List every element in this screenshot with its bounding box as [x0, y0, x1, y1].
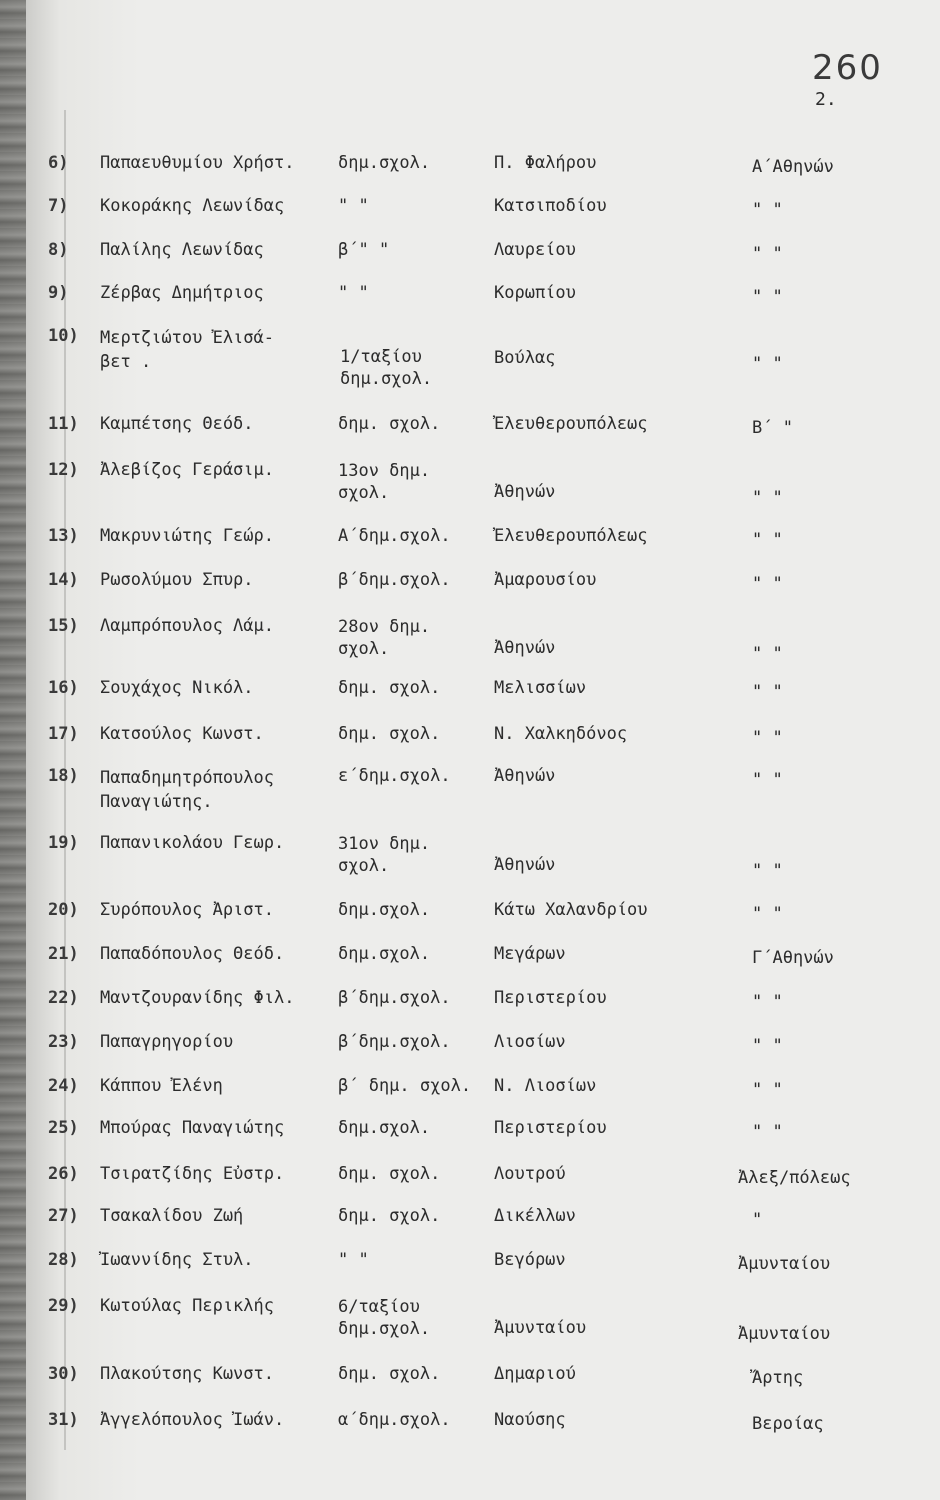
teacher-name: Λαμπρόπουλος Λάμ. — [100, 616, 274, 636]
education-district: " " — [752, 574, 783, 594]
education-district: Ἄρτης — [752, 1368, 804, 1388]
row-number: 24) — [48, 1076, 79, 1096]
school-location: Ν. Χαλκηδόνος — [494, 724, 628, 744]
handwritten-page-number: 260 — [812, 48, 883, 88]
school-location: Βούλας — [494, 348, 556, 368]
teacher-name: Σουχάχος Νικόλ. — [100, 678, 254, 698]
row-number: 18) — [48, 766, 79, 786]
school-type: " " — [338, 196, 369, 216]
teacher-name: Παπανικολάου Γεωρ. — [100, 833, 285, 853]
school-location: Κάτω Χαλανδρίου — [494, 900, 648, 920]
teacher-name: Συρόπουλος Ἀριστ. — [100, 900, 274, 920]
teacher-name: Τσακαλίδου Ζωή — [100, 1206, 244, 1226]
school-type: 28ον δημ. σχολ. — [338, 617, 431, 659]
education-district: " " — [752, 530, 783, 550]
school-type: " " — [338, 283, 369, 303]
education-district: Ἀμυνταίου — [738, 1324, 831, 1344]
row-number: 29) — [48, 1296, 79, 1316]
education-district: " " — [752, 644, 783, 664]
teacher-name: Μπούρας Παναγιώτης — [100, 1118, 285, 1138]
row-number: 22) — [48, 988, 79, 1008]
row-number: 19) — [48, 833, 79, 853]
education-district: " " — [752, 770, 783, 790]
school-type: 6/ταξίου δημ.σχολ. — [338, 1297, 431, 1339]
school-type: 1/ταξίου δημ.σχολ. — [340, 347, 433, 389]
school-location: Κατσιποδίου — [494, 196, 607, 216]
school-location: Κορωπίου — [494, 283, 576, 303]
teacher-name: Κάππου Ἐλένη — [100, 1076, 223, 1096]
row-number: 23) — [48, 1032, 79, 1052]
row-number: 20) — [48, 900, 79, 920]
page-number: 2. — [815, 89, 837, 110]
school-location: Ἐλευθερουπόλεως — [494, 414, 648, 434]
education-district: " " — [752, 354, 783, 374]
school-type: " " — [338, 1250, 369, 1270]
row-number: 7) — [48, 196, 69, 216]
teacher-name: Καμπέτσης Θεόδ. — [100, 414, 254, 434]
school-type: ε΄δημ.σχολ. — [338, 766, 451, 786]
row-number: 25) — [48, 1118, 79, 1138]
teacher-name: Μακρυνιώτης Γεώρ. — [100, 526, 274, 546]
row-number: 15) — [48, 616, 79, 636]
school-type: 13ον δημ. σχολ. — [338, 461, 431, 503]
school-type: β΄" " — [338, 240, 390, 260]
row-number: 27) — [48, 1206, 79, 1226]
teacher-name: Κατσούλος Κωνστ. — [100, 724, 264, 744]
teacher-name: Παπαευθυμίου Χρήστ. — [100, 153, 295, 173]
education-district: " " — [752, 682, 783, 702]
row-number: 8) — [48, 240, 69, 260]
row-number: 10) — [48, 326, 79, 346]
teacher-name: Ἀγγελόπουλος Ἰωάν. — [100, 1410, 285, 1430]
education-district: " " — [752, 992, 783, 1012]
school-type: δημ. σχολ. — [338, 678, 441, 698]
row-number: 9) — [48, 283, 69, 303]
school-type: δημ.σχολ. — [338, 153, 431, 173]
school-location: Ἀθηνών — [494, 482, 556, 502]
teacher-name: Μερτζιώτου Ἐλισά- βετ . — [100, 328, 274, 372]
education-district: Ἀλεξ/πόλεως — [738, 1168, 851, 1188]
row-number: 26) — [48, 1164, 79, 1184]
school-type: δημ. σχολ. — [338, 1164, 441, 1184]
row-number: 16) — [48, 678, 79, 698]
education-district: Β΄ " — [752, 418, 793, 438]
school-location: Ἀμυνταίου — [494, 1318, 587, 1338]
row-number: 17) — [48, 724, 79, 744]
school-type: δημ.σχολ. — [338, 944, 431, 964]
education-district: " " — [752, 244, 783, 264]
school-location: Ν. Λιοσίων — [494, 1076, 597, 1096]
row-number: 6) — [48, 153, 69, 173]
teacher-name: Ρωσολύμου Σπυρ. — [100, 570, 254, 590]
education-district: " " — [752, 1036, 783, 1056]
school-type: δημ. σχολ. — [338, 1364, 441, 1384]
teacher-name: Ζέρβας Δημήτριος — [100, 283, 264, 303]
teacher-name: Κοκοράκης Λεωνίδας — [100, 196, 285, 216]
education-district: " " — [752, 287, 783, 307]
school-location: Ἀθηνών — [494, 855, 556, 875]
education-district: " " — [752, 904, 783, 924]
school-type: β΄δημ.σχολ. — [338, 1032, 451, 1052]
education-district: " " — [752, 488, 783, 508]
school-location: Δικέλλων — [494, 1206, 576, 1226]
school-location: Περιστερίου — [494, 988, 607, 1008]
row-number: 30) — [48, 1364, 79, 1384]
school-type: 31ον δημ. σχολ. — [338, 834, 431, 876]
school-location: Ἀθηνών — [494, 766, 556, 786]
school-location: Λαυρείου — [494, 240, 576, 260]
education-district: Ἀμυνταίου — [738, 1254, 831, 1274]
school-type: δημ.σχολ. — [338, 900, 431, 920]
education-district: " " — [752, 728, 783, 748]
school-type: δημ. σχολ. — [338, 724, 441, 744]
teacher-name: Κωτούλας Περικλής — [100, 1296, 274, 1316]
teacher-name: Παπαγρηγορίου — [100, 1032, 234, 1052]
school-location: Μελισσίων — [494, 678, 587, 698]
education-district: Βεροίας — [752, 1414, 824, 1434]
row-number: 11) — [48, 414, 79, 434]
education-district: " " — [752, 1122, 783, 1142]
teacher-name: Ἰωαννίδης Στυλ. — [100, 1250, 254, 1270]
school-type: β΄ δημ. σχολ. — [338, 1076, 472, 1096]
row-number: 12) — [48, 460, 79, 480]
school-location: Λουτρού — [494, 1164, 566, 1184]
teacher-name: Παλίλης Λεωνίδας — [100, 240, 264, 260]
row-number: 28) — [48, 1250, 79, 1270]
education-district: Α΄Αθηνών — [752, 157, 834, 177]
school-location: Ἀθηνών — [494, 638, 556, 658]
education-district: " — [752, 1210, 763, 1230]
teacher-name: Παπαδημητρόπουλος Παναγιώτης. — [100, 768, 274, 812]
education-district: " " — [752, 1080, 783, 1100]
school-location: Ναούσης — [494, 1410, 566, 1430]
row-number: 31) — [48, 1410, 79, 1430]
school-type: β΄δημ.σχολ. — [338, 988, 451, 1008]
row-number: 21) — [48, 944, 79, 964]
school-location: Μεγάρων — [494, 944, 566, 964]
teacher-name: Τσιρατζίδης Εὐστρ. — [100, 1164, 285, 1184]
school-type: α΄δημ.σχολ. — [338, 1410, 451, 1430]
book-binding-edge — [0, 0, 26, 1500]
education-district: " " — [752, 200, 783, 220]
school-type: δημ.σχολ. — [338, 1118, 431, 1138]
school-location: Ἀμαρουσίου — [494, 570, 597, 590]
teacher-name: Πλακούτσης Κωνστ. — [100, 1364, 274, 1384]
teacher-name: Παπαδόπουλος Θεόδ. — [100, 944, 285, 964]
teacher-name: Μαντζουρανίδης Φιλ. — [100, 988, 295, 1008]
school-location: Λιοσίων — [494, 1032, 566, 1052]
school-type: δημ. σχολ. — [338, 414, 441, 434]
school-type: Α΄δημ.σχολ. — [338, 526, 451, 546]
school-type: β΄δημ.σχολ. — [338, 570, 451, 590]
teacher-name: Ἀλεβίζος Γεράσιμ. — [100, 460, 274, 480]
school-location: Βεγόρων — [494, 1250, 566, 1270]
row-number: 13) — [48, 526, 79, 546]
school-location: Περιστερίου — [494, 1118, 607, 1138]
education-district: " " — [752, 861, 783, 881]
school-location: Π. Φαλήρου — [494, 153, 597, 173]
education-district: Γ΄Αθηνών — [752, 948, 834, 968]
row-number: 14) — [48, 570, 79, 590]
school-location: Δημαριού — [494, 1364, 576, 1384]
school-type: δημ. σχολ. — [338, 1206, 441, 1226]
school-location: Ἐλευθερουπόλεως — [494, 526, 648, 546]
